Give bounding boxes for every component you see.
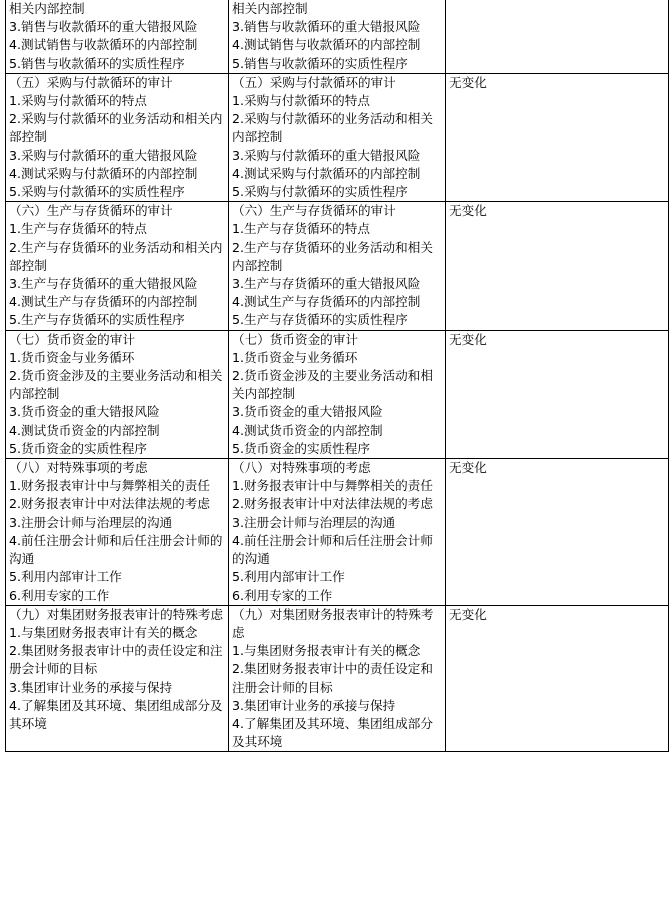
syllabus-line: 3.销售与收款循环的重大错报风险 (9, 19, 198, 35)
syllabus-line: 4.测试销售与收款循环的内部控制 (232, 37, 421, 53)
syllabus-line: 3.集团审计业务的承接与保持 (9, 679, 173, 695)
syllabus-line: 4.了解集团及其环境、集团组成部分及其环境 (9, 697, 223, 731)
new-syllabus-cell (229, 202, 446, 330)
syllabus-line: 1.财务报表审计中与舞弊相关的责任 (232, 478, 433, 494)
syllabus-line: 6.利用专家的工作 (9, 587, 110, 603)
syllabus-line: 4.测试生产与存货循环的内部控制 (9, 294, 198, 310)
syllabus-line: 4.测试生产与存货循环的内部控制 (232, 294, 421, 310)
syllabus-line: 2.货币资金涉及的主要业务活动和相关内部控制 (9, 368, 223, 402)
syllabus-line: 2.集团财务报表审计中的责任设定和注册会计师的目标 (232, 661, 433, 695)
change-note: 无变化 (449, 606, 487, 622)
change-note-cell (446, 605, 669, 752)
new-syllabus-cell (229, 605, 446, 752)
table-body (6, 0, 669, 752)
syllabus-line: 1.生产与存货循环的特点 (232, 221, 370, 237)
syllabus-line: 2.采购与付款循环的业务活动和相关内部控制 (9, 111, 223, 145)
syllabus-line: 5.采购与付款循环的实质性程序 (232, 184, 408, 200)
syllabus-line: 4.前任注册会计师和后任注册会计师的沟通 (232, 532, 433, 567)
old-syllabus-cell (6, 330, 229, 458)
change-note-cell (446, 330, 669, 458)
change-note: 无变化 (449, 331, 487, 347)
syllabus-line: 1.生产与存货循环的特点 (9, 221, 147, 237)
old-syllabus-cell (6, 73, 229, 201)
syllabus-line: 5.销售与收款循环的实质性程序 (232, 55, 408, 71)
syllabus-line: 5.货币资金的实质性程序 (232, 440, 370, 456)
syllabus-line: 5.利用内部审计工作 (9, 569, 122, 585)
syllabus-line: 3.采购与付款循环的重大错报风险 (232, 147, 421, 163)
syllabus-line: 5.利用内部审计工作 (232, 569, 345, 585)
change-note: 无变化 (449, 203, 487, 219)
change-note: 无变化 (449, 460, 487, 476)
syllabus-line: 3.销售与收款循环的重大错报风险 (232, 19, 421, 35)
syllabus-line: 5.采购与付款循环的实质性程序 (9, 184, 185, 200)
change-note-cell (446, 73, 669, 201)
syllabus-line: 1.与集团财务报表审计有关的概念 (232, 643, 421, 659)
new-syllabus-cell (229, 330, 446, 458)
table-row (6, 459, 669, 606)
table-row (6, 73, 669, 201)
change-note-cell (446, 202, 669, 330)
syllabus-line: （五）采购与付款循环的审计 (232, 74, 396, 90)
syllabus-line: 3.货币资金的重大错报风险 (9, 404, 160, 420)
old-syllabus-cell (6, 0, 229, 73)
syllabus-line: （八）对特殊事项的考虑 (9, 460, 148, 476)
new-syllabus-cell (229, 459, 446, 606)
syllabus-line: 3.注册会计师与治理层的沟通 (9, 514, 173, 530)
syllabus-line: 2.货币资金涉及的主要业务活动和相关内部控制 (232, 368, 433, 402)
syllabus-line: （七）货币资金的审计 (232, 331, 358, 347)
syllabus-line: （九）对集团财务报表审计的特殊考虑 (232, 606, 434, 640)
syllabus-line: 4.前任注册会计师和后任注册会计师的沟通 (9, 532, 223, 567)
table-row (6, 0, 669, 73)
syllabus-line: 相关内部控制 (232, 1, 308, 16)
syllabus-line: 5.货币资金的实质性程序 (9, 440, 147, 456)
syllabus-line: 3.货币资金的重大错报风险 (232, 404, 383, 420)
syllabus-line: （九）对集团财务报表审计的特殊考虑 (9, 606, 224, 622)
syllabus-line: 4.了解集团及其环境、集团组成部分及其环境 (232, 715, 433, 750)
syllabus-line: 1.采购与付款循环的特点 (232, 93, 370, 109)
syllabus-line: 3.生产与存货循环的重大错报风险 (9, 276, 198, 292)
syllabus-line: 2.财务报表审计中对法律法规的考虑 (9, 496, 210, 512)
syllabus-line: 4.测试销售与收款循环的内部控制 (9, 37, 198, 53)
syllabus-line: 5.销售与收款循环的实质性程序 (9, 55, 185, 71)
old-syllabus-cell (6, 202, 229, 330)
syllabus-line: （七）货币资金的审计 (9, 331, 135, 347)
syllabus-line: （六）生产与存货循环的审计 (9, 203, 173, 219)
syllabus-line: 6.利用专家的工作 (232, 587, 333, 603)
syllabus-line: 3.注册会计师与治理层的沟通 (232, 514, 396, 530)
new-syllabus-cell (229, 0, 446, 73)
syllabus-line: 2.生产与存货循环的业务活动和相关内部控制 (232, 239, 433, 273)
syllabus-line: （六）生产与存货循环的审计 (232, 203, 396, 219)
syllabus-line: 3.生产与存货循环的重大错报风险 (232, 276, 421, 292)
syllabus-line: 2.生产与存货循环的业务活动和相关内部控制 (9, 239, 223, 273)
syllabus-line: 5.生产与存货循环的实质性程序 (9, 312, 185, 328)
old-syllabus-cell (6, 459, 229, 606)
syllabus-line: 1.采购与付款循环的特点 (9, 93, 147, 109)
change-note-cell (446, 459, 669, 606)
syllabus-line: 1.货币资金与业务循环 (9, 349, 135, 365)
syllabus-comparison-table (5, 0, 669, 752)
syllabus-line: （八）对特殊事项的考虑 (232, 460, 371, 476)
syllabus-line: 4.测试货币资金的内部控制 (232, 422, 383, 438)
syllabus-line: 4.测试货币资金的内部控制 (9, 422, 160, 438)
syllabus-line: 4.测试采购与付款循环的内部控制 (232, 165, 421, 181)
syllabus-line: 5.生产与存货循环的实质性程序 (232, 312, 408, 328)
syllabus-line: （五）采购与付款循环的审计 (9, 74, 173, 90)
table-row (6, 202, 669, 330)
syllabus-line: 2.集团财务报表审计中的责任设定和注册会计师的目标 (9, 643, 223, 677)
table-row (6, 330, 669, 458)
syllabus-line: 2.采购与付款循环的业务活动和相关内部控制 (232, 111, 433, 145)
old-syllabus-cell (6, 605, 229, 752)
syllabus-line: 3.集团审计业务的承接与保持 (232, 697, 396, 713)
syllabus-line: 2.财务报表审计中对法律法规的考虑 (232, 496, 433, 512)
change-note: 无变化 (449, 74, 487, 90)
syllabus-line: 4.测试采购与付款循环的内部控制 (9, 165, 198, 181)
syllabus-line: 3.采购与付款循环的重大错报风险 (9, 147, 198, 163)
change-note-cell (446, 0, 669, 73)
syllabus-line: 相关内部控制 (9, 1, 85, 16)
table-row (6, 605, 669, 752)
syllabus-line: 1.货币资金与业务循环 (232, 349, 358, 365)
syllabus-line: 1.与集团财务报表审计有关的概念 (9, 624, 198, 640)
new-syllabus-cell (229, 73, 446, 201)
syllabus-line: 1.财务报表审计中与舞弊相关的责任 (9, 478, 210, 494)
